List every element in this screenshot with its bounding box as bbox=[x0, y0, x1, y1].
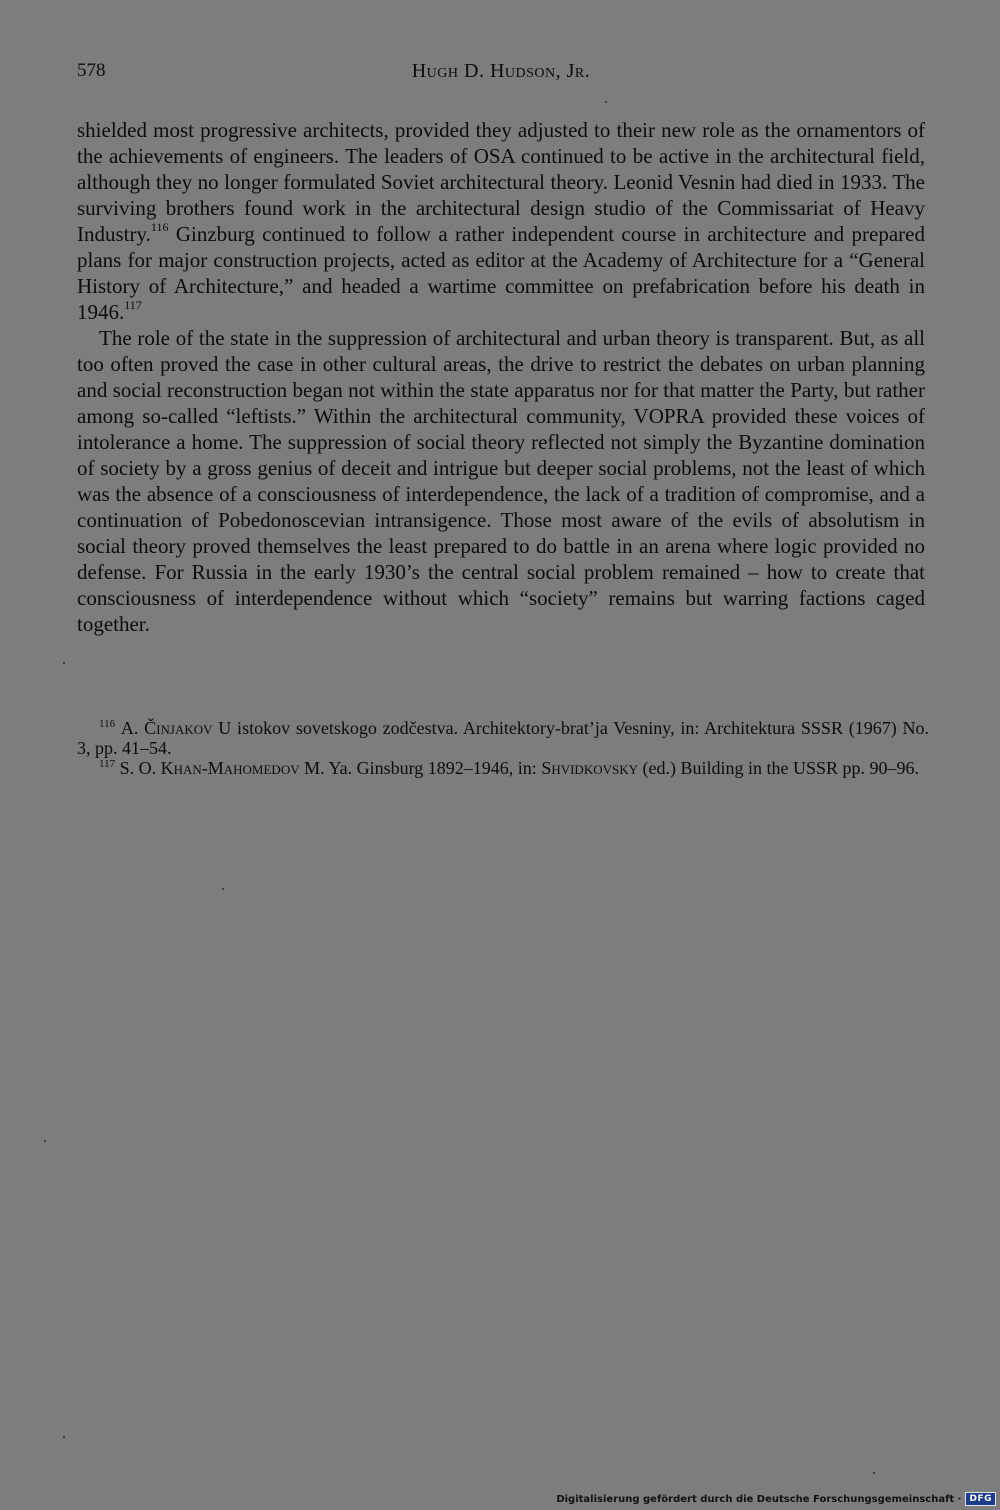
footnote-number: 117 bbox=[99, 758, 116, 770]
scan-speck bbox=[222, 888, 224, 890]
paragraph-1-text-a: shielded most progressive architects, provided they adjusted to their new role as the ornamentors of the achievements of engineers. The leaders of OSA continued to be active in the architectural field, although they no longer formulated Soviet architectural theory. Leonid Vesnin had died in 1933. The surviving brothers found work in the architectural design studio of the Commissariat of Heavy Industry. bbox=[77, 118, 925, 246]
running-head: Hugh D. Hudson, Jr. bbox=[411, 60, 591, 82]
footnote-116 bbox=[77, 718, 929, 758]
footnote-text: U istokov sovetskogo zodčestva. Architektory-brat’ja Vesniny, in: Architektura SSSR (1967) No. 3, pp. 41–54. bbox=[77, 718, 929, 758]
footnote-ref-117[interactable]: 117 bbox=[124, 298, 142, 312]
footnote-117 bbox=[77, 758, 929, 778]
page-header bbox=[77, 58, 925, 88]
scan-speck bbox=[63, 662, 65, 664]
footnote-text-end: (ed.) Building in the USSR pp. 90–96. bbox=[638, 758, 920, 778]
footnote-editor: Shvidkovsky bbox=[541, 758, 638, 778]
digitization-credit bbox=[556, 1492, 996, 1506]
dfg-logo: DFG bbox=[965, 1492, 996, 1506]
paragraph-1 bbox=[77, 117, 925, 325]
scan-speck bbox=[44, 1140, 46, 1142]
scan-speck bbox=[873, 1472, 875, 1474]
footnote-author: A. Činjakov bbox=[120, 718, 213, 738]
paragraph-2: The role of the state in the suppression of architectural and urban theory is transparent. But, as all too often proved the case in other cultural areas, the drive to restrict the debates on urban planning and social reconstruction began not within the state apparatus nor for that matter the Party, but rather among so-called “leftists.” Within the architectural community, VOPRA provided these voices of intolerance a home. The suppression of social theory reflected not simply the Byzantine domination of society by a gross genius of deceit and intrigue but deeper social problems, not the least of which was the absence of a consciousness of interdependence, the lack of a tradition of compromise, and a continuation of Pobedonoscevian intransigence. Those most aware of the evils of absolutism in social theory proved themselves the least prepared to do battle in an arena where logic provided no defense. For Russia in the early 1930’s the central social problem remained – how to create that consciousness of interdependence without which “society” remains but warring factions caged together. bbox=[77, 326, 925, 636]
page-number: 578 bbox=[77, 60, 106, 81]
credit-text: Digitalisierung gefördert durch die Deutsche Forschungsgemeinschaft · bbox=[556, 1493, 962, 1505]
scan-speck bbox=[605, 101, 607, 103]
footnote-text: M. Ya. Ginsburg 1892–1946, in: bbox=[299, 758, 542, 778]
scan-speck bbox=[63, 1436, 65, 1438]
footnote-ref-116[interactable]: 116 bbox=[150, 220, 169, 234]
footnote-number: 116 bbox=[99, 718, 116, 730]
paragraph-1-text-b: Ginzburg continued to follow a rather independent course in architecture and prepared plans for major construction projects, acted as editor at the Academy of Architecture for a “General History of Architecture,” and headed a wartime committee on prefabrication before his death in 1946. bbox=[77, 222, 925, 324]
body-text bbox=[77, 117, 925, 637]
footnotes bbox=[77, 718, 929, 778]
footnote-author: S. O. Khan-Mahomedov bbox=[119, 758, 300, 778]
